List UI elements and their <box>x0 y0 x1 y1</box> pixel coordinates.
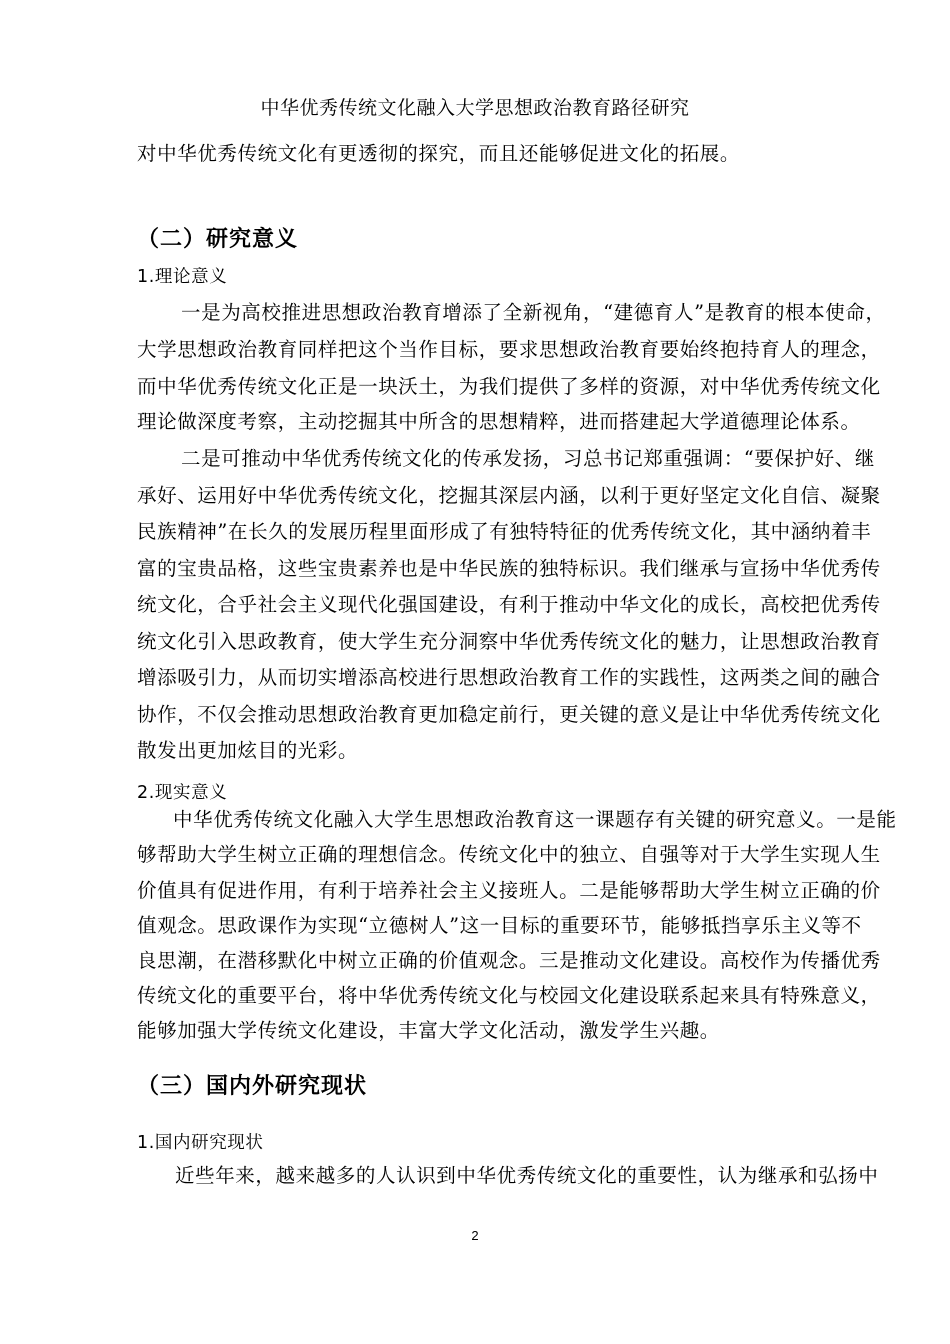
paragraph-line: 二是可推动中华优秀传统文化的传承发扬，习总书记郑重强调：“要保护好、继 <box>181 447 875 470</box>
section-heading-research-significance: （二）研究意义 <box>137 227 299 252</box>
paragraph-line: 增添吸引力，从而切实增添高校进行思想政治教育工作的实践性，这两类之间的融合 <box>137 666 881 689</box>
paragraph-line: 大学思想政治教育同样把这个当作目标，要求思想政治教育要始终抱持育人的理念， <box>137 338 881 361</box>
paragraph-line: 对中华优秀传统文化有更透彻的探究，而且还能够促进文化的拓展。 <box>137 142 741 165</box>
subsection-heading-practical-significance: 2.现实意义 <box>137 783 228 803</box>
paragraph-line: 富的宝贵品格，这些宝贵素养也是中华民族的独特标识。我们继承与宣扬中华优秀传 <box>137 557 881 580</box>
paragraph-line: 值观念。思政课作为实现“立德树人”这一目标的重要环节，能够抵挡享乐主义等不 <box>137 914 862 937</box>
paragraph-line: 中华优秀传统文化融入大学生思想政治教育这一课题存有关键的研究意义。一是能 <box>173 808 897 831</box>
running-header: 中华优秀传统文化融入大学思想政治教育路径研究 <box>260 97 690 119</box>
paragraph-line: 传统文化的重要平台，将中华优秀传统文化与校园文化建设联系起来具有特殊意义， <box>137 984 881 1007</box>
subsection-heading-domestic-status: 1.国内研究现状 <box>137 1133 264 1153</box>
paragraph-line: 够帮助大学生树立正确的理想信念。传统文化中的独立、自强等对于大学生实现人生 <box>137 843 881 866</box>
paragraph-line: 统文化，合乎社会主义现代化强国建设，有利于推动中华文化的成长，高校把优秀传 <box>137 593 881 616</box>
paragraph-line: 良思潮，在潜移默化中树立正确的价值观念。三是推动文化建设。高校作为传播优秀 <box>137 949 881 972</box>
paragraph-line: 近些年来，越来越多的人认识到中华优秀传统文化的重要性，认为继承和弘扬中 <box>175 1164 879 1187</box>
paragraph-line: 能够加强大学传统文化建设，丰富大学文化活动，激发学生兴趣。 <box>137 1019 720 1042</box>
paragraph-line: 价值具有促进作用，有利于培养社会主义接班人。二是能够帮助大学生树立正确的价 <box>137 879 881 902</box>
section-heading-research-status: （三）国内外研究现状 <box>137 1074 368 1099</box>
paragraph-line: 散发出更加炫目的光彩。 <box>137 739 359 762</box>
subsection-heading-theoretical-significance: 1.理论意义 <box>137 267 228 287</box>
paragraph-line: 理论做深度考察，主动挖掘其中所含的思想精粹，进而搭建起大学道德理论体系。 <box>137 410 861 433</box>
page-number: 2 <box>471 1228 479 1243</box>
paragraph-line: 协作，不仅会推动思想政治教育更加稳定前行，更关键的意义是让中华优秀传统文化 <box>137 703 881 726</box>
paragraph-line: 统文化引入思政教育，使大学生充分洞察中华优秀传统文化的魅力，让思想政治教育 <box>137 630 881 653</box>
paragraph-line: 而中华优秀传统文化正是一块沃土，为我们提供了多样的资源，对中华优秀传统文化 <box>137 375 881 398</box>
paragraph-line: 民族精神”在长久的发展历程里面形成了有独特特征的优秀传统文化，其中涵纳着丰 <box>137 520 872 543</box>
paragraph-line: 承好、运用好中华优秀传统文化，挖掘其深层内涵，以利于更好坚定文化自信、凝聚 <box>137 484 881 507</box>
paragraph-line: 一是为高校推进思想政治教育增添了全新视角，“建德育人”是教育的根本使命， <box>181 301 886 324</box>
